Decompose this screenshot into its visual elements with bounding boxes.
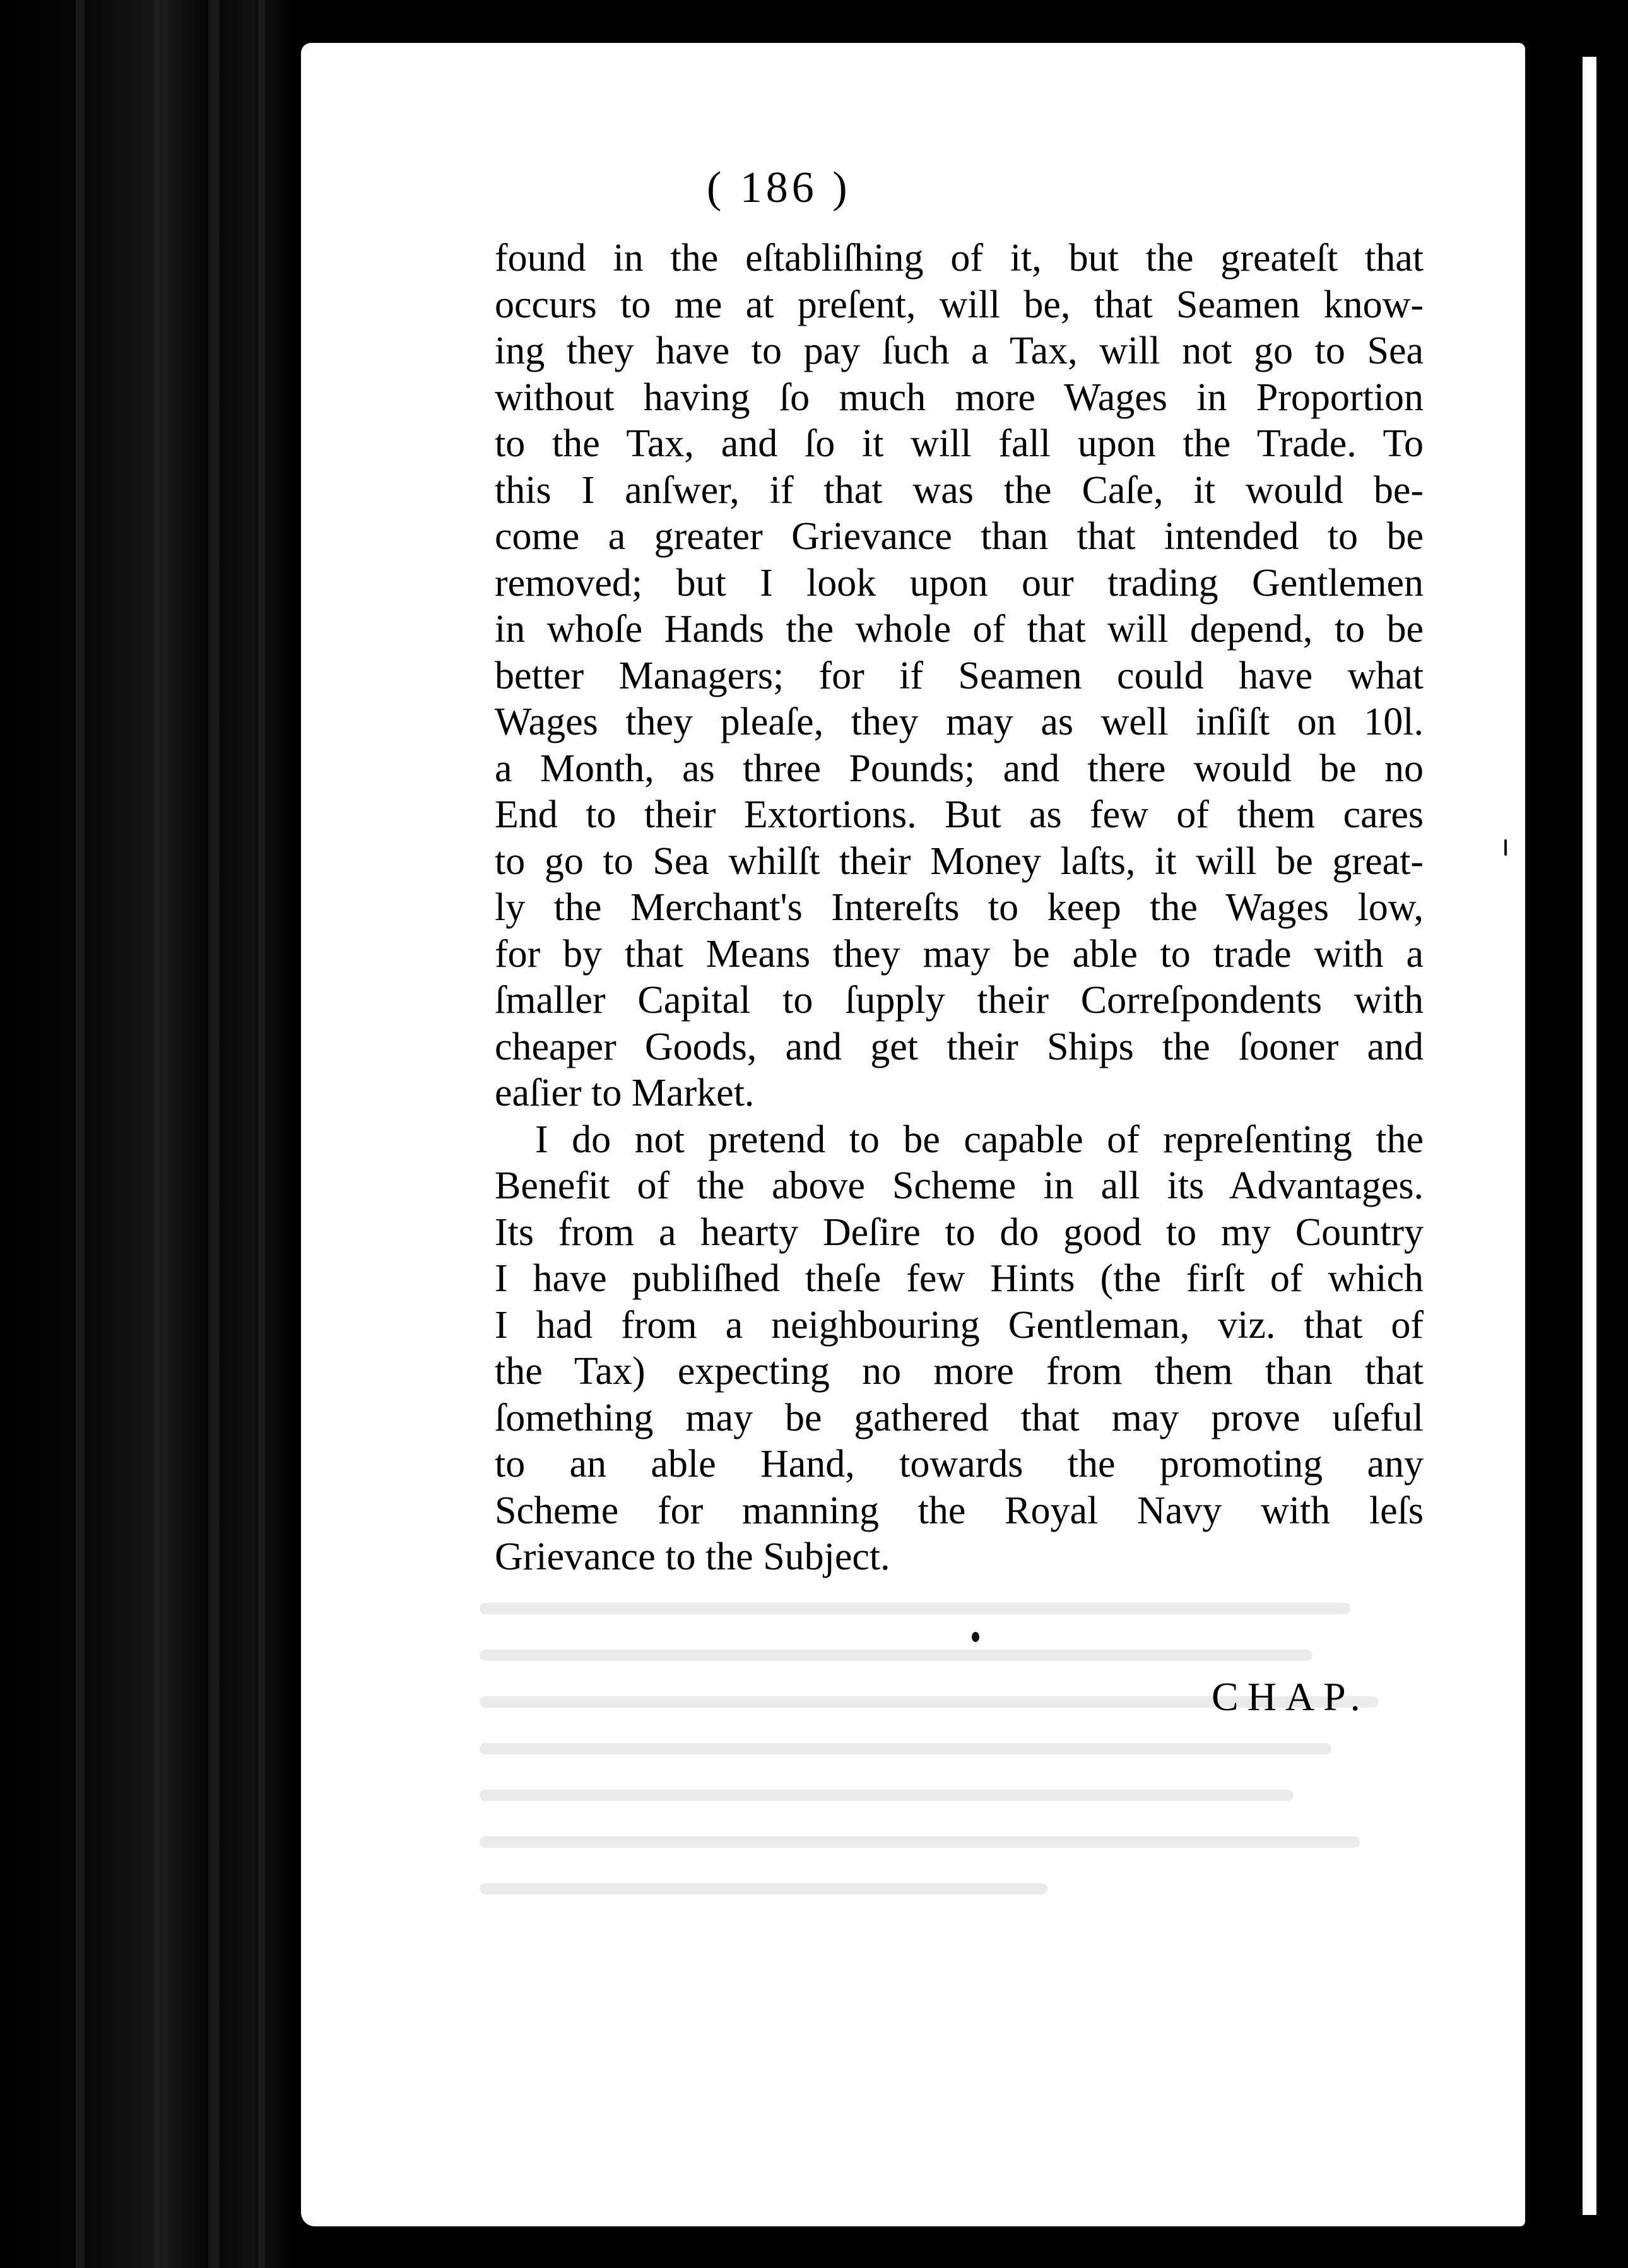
text-line: Wages they pleaſe, they may as well inſiſt on 10l. (495, 700, 1424, 743)
text-line: ly the Merchant's Intereſts to keep the Wages low, (495, 886, 1424, 929)
body-text (495, 235, 1424, 1581)
text-line: come a greater Grievance than that intended to be (495, 515, 1424, 558)
text-line: I do not pretend to be capable of repreſenting the (535, 1118, 1424, 1161)
text-line: Scheme for manning the Royal Navy with leſs (495, 1489, 1424, 1532)
paragraph (495, 1117, 1424, 1581)
text-line: for by that Means they may be able to trade with a (495, 932, 1424, 976)
text-line: Its from a hearty Deſire to do good to my Country (495, 1210, 1424, 1254)
facing-page-edge (1583, 57, 1596, 2215)
show-through-text (480, 1603, 1426, 1956)
gutter-streak (208, 0, 220, 2268)
text-line: without having ſo much more Wages in Proportion (495, 375, 1424, 419)
text-line: End to their Extortions. But as few of them cares (495, 793, 1424, 836)
text-line: removed; but I look upon our trading Gentlemen (495, 561, 1424, 605)
text-line: in whoſe Hands the whole of that will depend, to be (495, 608, 1424, 651)
book-gutter (0, 0, 297, 2268)
text-line: Benefit of the above Scheme in all its Advantages. (495, 1164, 1424, 1207)
text-line: cheaper Goods, and get their Ships the ſooner and (495, 1025, 1424, 1068)
text-line: to go to Sea whilſt their Money laſts, it will be great- (495, 839, 1424, 883)
gutter-streak (76, 0, 85, 2268)
catchword: CHAP. (1212, 1674, 1369, 1719)
text-line: the Tax) expecting no more from them than that (495, 1350, 1424, 1393)
text-line: occurs to me at preſent, will be, that Seamen know- (495, 283, 1424, 326)
text-line: a Month, as three Pounds; and there would be no (495, 747, 1424, 790)
text-line: ſomething may be gathered that may prove uſeful (495, 1396, 1424, 1439)
text-line: Grievance to the Subject. (495, 1535, 890, 1578)
text-line: to an able Hand, towards the promoting any (495, 1443, 1424, 1485)
text-line: ing they have to pay ſuch a Tax, will not go to Sea (495, 329, 1424, 372)
paragraph (495, 235, 1424, 1117)
text-line: better Managers; for if Seamen could have what (495, 654, 1424, 697)
text-line: to the Tax, and ſo it will fall upon the Trade. To (495, 422, 1424, 465)
text-line: I have publiſhed theſe few Hints (the firſt of which (495, 1257, 1424, 1300)
text-line: eaſier to Market. (495, 1072, 755, 1114)
page-number: ( 186 ) (707, 163, 851, 212)
ink-speck (1504, 839, 1507, 856)
text-line: ſmaller Capital to ſupply their Correſpondents with (495, 979, 1424, 1022)
gutter-streak (155, 0, 160, 2268)
ink-speck (972, 1632, 979, 1642)
text-line: I had from a neighbouring Gentleman, viz. that of (495, 1303, 1424, 1347)
text-line: this I anſwer, if that was the Caſe, it would be- (495, 468, 1424, 512)
text-line: found in the eſtabliſhing of it, but the greateſt that (495, 237, 1424, 280)
gutter-streak (259, 0, 265, 2268)
